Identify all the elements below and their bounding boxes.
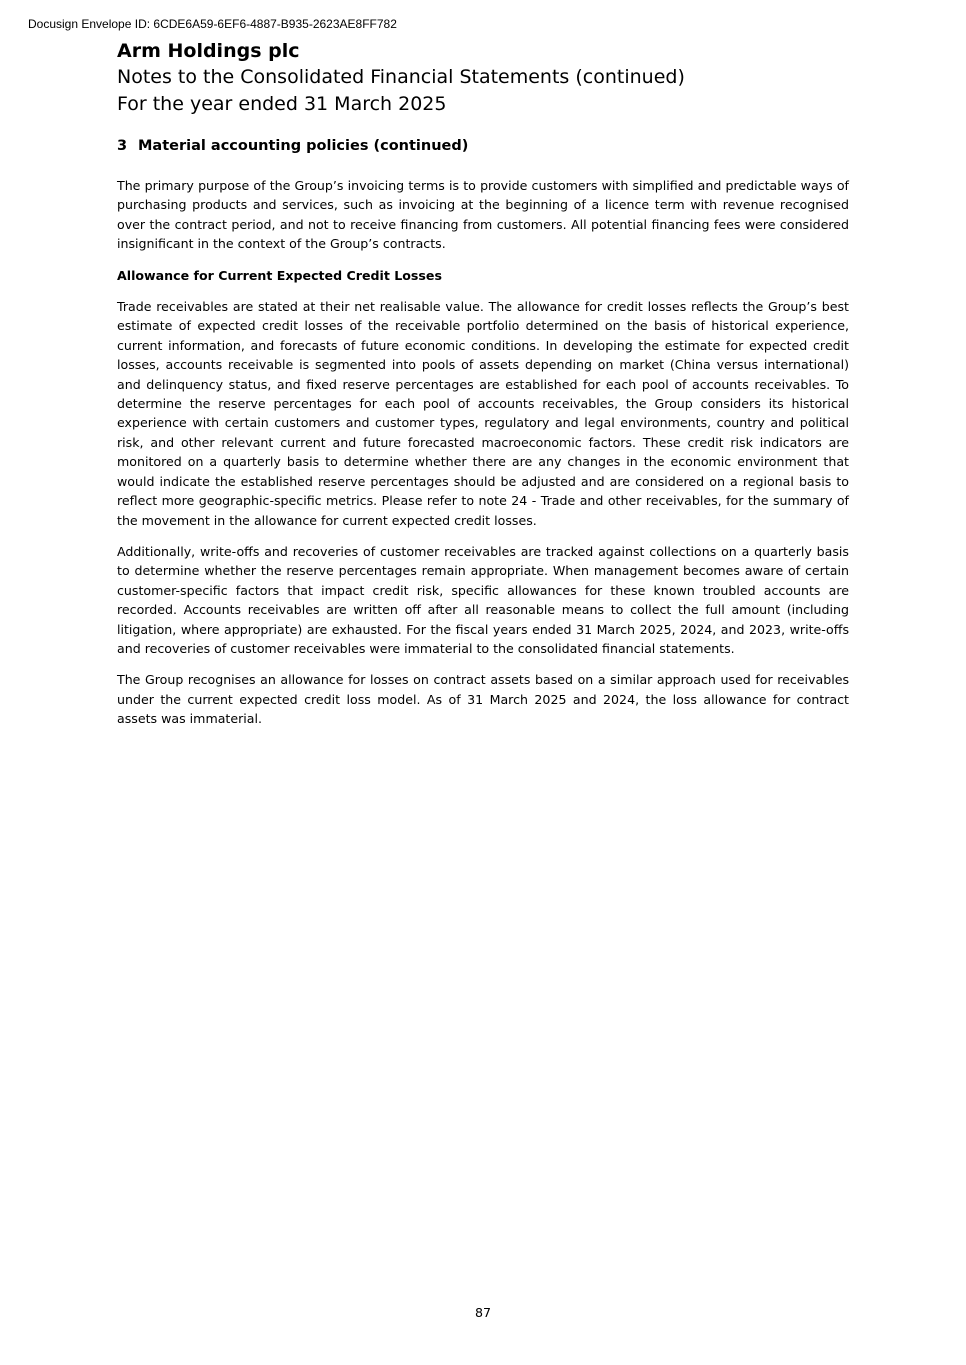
reporting-period: For the year ended 31 March 2025	[117, 93, 447, 115]
section-number: 3	[117, 138, 128, 154]
write-offs-paragraph: Additionally, write-offs and recoveries of customer receivables are tracked against collections on a quarterly basis to determine whether the reserve percentages remain appropriate. When management becomes aware of certain customer-specific factors that impact credit risk, specific allowances for these known troubled accounts are recorded. Accounts receivables are written off after all reasonable means to collect the full amount (including litigation, where appropriate) are exhausted. For the fiscal years ended 31 March 2025, 2024, and 2023, write-offs and recoveries of customer receivables were immaterial to the consolidated financial statements.	[117, 543, 849, 656]
credit-losses-paragraph: Trade receivables are stated at their net realisable value. The allowance for credit losses reflects the Group’s best estimate of expected credit losses of the receivable portfolio determined on the basis of historical experience, current information, and forecasts of future economic conditions. In developing the estimate for expected credit losses, accounts receivable is segmented into pools of assets depending on market (China versus international) and delinquency status, and fixed reserve percentages are established for each pool of accounts receivables. To determine the reserve percentages for each pool of accounts receivables, the Group considers its historical experience with certain customers and customer types, regulatory and legal environments, country and political risk, and other relevant current and future forecasted macroeconomic factors. These credit risk indicators are monitored on a quarterly basis to determine whether there are any changes in the economic environment that would indicate the established reserve percentages should be adjusted and are considered on a regional basis to reflect more geographic-specific metrics. Please refer to note 24 - Trade and other receivables, for the summary of the movement in the allowance for current expected credit losses.	[117, 299, 849, 528]
page-header	[117, 38, 857, 118]
page-number: 87	[474, 1305, 492, 1320]
section-title: Material accounting policies (continued)	[138, 138, 469, 154]
company-name: Arm Holdings plc	[117, 40, 300, 62]
document-title: Notes to the Consolidated Financial Statements (continued)	[117, 66, 685, 88]
docusign-envelope-id: Docusign Envelope ID: 6CDE6A59-6EF6-4887-B935-2623AE8FF782	[28, 17, 397, 31]
section-heading	[117, 136, 849, 156]
credit-losses-subheading: Allowance for Current Expected Credit Losses	[117, 267, 442, 283]
invoicing-terms-paragraph: The primary purpose of the Group’s invoicing terms is to provide customers with simplified and predictable ways of purchasing products and services, such as invoicing at the beginning of a licence term with revenue recognised over the contract period, and not to receive financing from customers. All potential financing fees were considered insignificant in the context of the Group’s contracts.	[117, 178, 849, 252]
notes-content	[117, 136, 849, 741]
contract-assets-paragraph: The Group recognises an allowance for losses on contract assets based on a similar approach used for receivables under the current expected credit loss model. As of 31 March 2025 and 2024, the loss allowance for contract assets was immaterial.	[117, 672, 849, 727]
